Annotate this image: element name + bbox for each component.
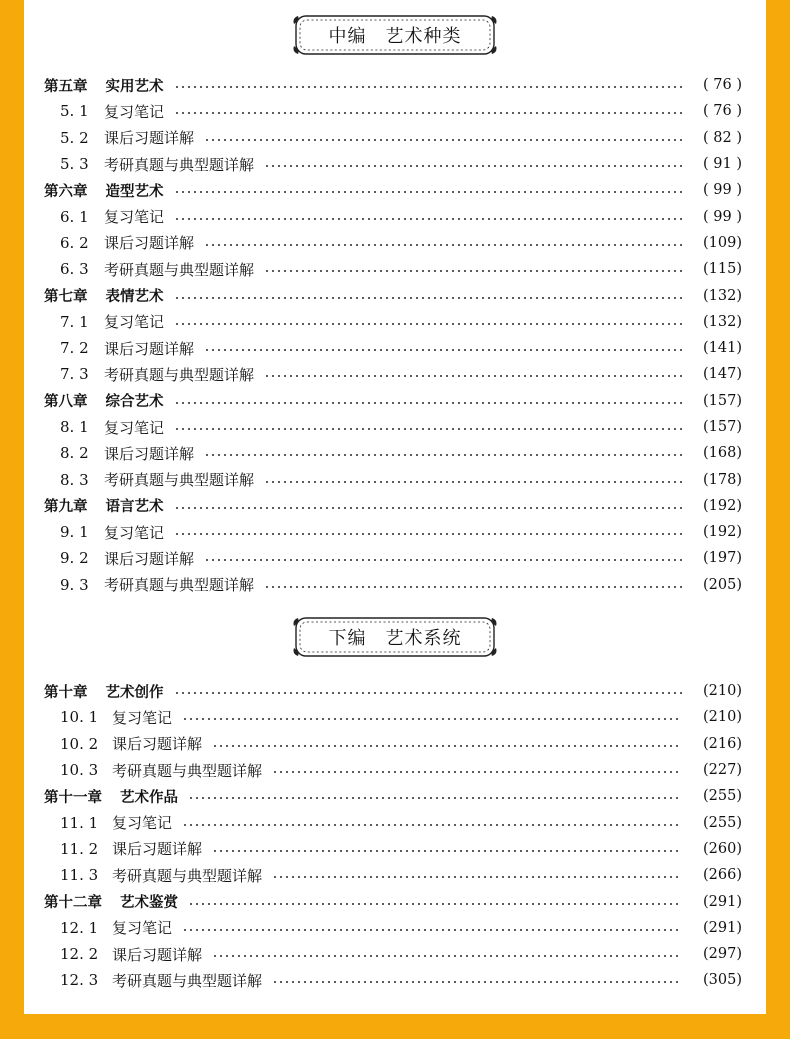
dot-leader	[174, 297, 683, 299]
toc-section-entry[interactable]	[44, 915, 742, 941]
section-number: 10. 1	[60, 708, 99, 727]
dot-leader	[174, 692, 683, 694]
toc-chapter-entry[interactable]	[44, 678, 742, 704]
page-number: (132)	[703, 287, 742, 304]
page-number: (210)	[703, 683, 742, 700]
toc-page	[24, 0, 766, 1014]
part-title: 下编 艺术系统	[328, 628, 462, 649]
toc-section-entry[interactable]	[44, 230, 742, 256]
page-number: (255)	[703, 788, 742, 805]
section-number: 5. 3	[60, 155, 89, 174]
toc-section-entry[interactable]	[44, 414, 742, 440]
toc-section-entry[interactable]	[44, 151, 742, 177]
section-number: 12. 1	[60, 918, 99, 937]
dot-leader	[174, 402, 683, 404]
dot-leader	[272, 981, 682, 983]
dot-leader	[204, 559, 682, 561]
part-banner-middle	[292, 12, 498, 58]
section-number: 12. 2	[60, 945, 99, 964]
page-number: (216)	[703, 735, 742, 752]
page-number: ( 76 )	[703, 77, 742, 94]
section-title: 复习笔记	[104, 313, 165, 332]
section-title: 考研真题与典型题详解	[112, 866, 263, 885]
chapter-title: 造型艺术	[105, 183, 164, 200]
section-number: 9. 1	[60, 523, 89, 542]
section-title: 考研真题与典型题详解	[104, 576, 255, 595]
toc-chapter-entry[interactable]	[44, 72, 742, 98]
section-number: 5. 2	[60, 128, 89, 147]
section-title: 课后习题详解	[104, 444, 195, 463]
section-title: 考研真题与典型题详解	[104, 365, 255, 384]
page-number: (157)	[703, 392, 742, 409]
section-title: 课后习题详解	[104, 234, 195, 253]
page-number: ( 99 )	[703, 208, 742, 225]
toc-section-entry[interactable]	[44, 98, 742, 124]
section-number: 7. 1	[60, 312, 89, 331]
section-number: 6. 2	[60, 233, 89, 252]
section-title: 课后习题详解	[104, 339, 195, 358]
section-number: 6. 1	[60, 207, 89, 226]
dot-leader	[174, 533, 682, 535]
toc-section-entry[interactable]	[44, 809, 742, 835]
section-number: 11. 2	[60, 839, 99, 858]
toc-section-entry[interactable]	[44, 203, 742, 229]
dot-leader	[182, 824, 682, 826]
toc-section-entry[interactable]	[44, 545, 742, 571]
toc-chapter-entry[interactable]	[44, 282, 742, 308]
page-number: ( 99 )	[703, 182, 742, 199]
toc-section-entry[interactable]	[44, 941, 742, 967]
section-number: 12. 3	[60, 971, 99, 990]
dot-leader	[264, 481, 682, 483]
page-number: (227)	[703, 762, 742, 779]
page-number: (291)	[703, 893, 742, 910]
section-title: 课后习题详解	[112, 735, 203, 754]
toc-section-entry[interactable]	[44, 704, 742, 730]
toc-chapter-entry[interactable]	[44, 888, 742, 914]
section-number: 8. 1	[60, 418, 89, 436]
toc-section-entry[interactable]	[44, 256, 742, 282]
part-title: 中编 艺术种类	[328, 26, 462, 47]
section-title: 课后习题详解	[104, 549, 195, 568]
toc-section-entry[interactable]	[44, 440, 742, 466]
chapter-number: 第十二章	[44, 895, 102, 912]
chapter-title: 语言艺术	[105, 499, 164, 516]
dot-leader	[174, 112, 682, 114]
section-number: 7. 2	[60, 339, 89, 358]
dot-leader	[174, 218, 682, 220]
dot-leader	[204, 349, 682, 351]
section-title: 复习笔记	[104, 523, 165, 542]
dot-leader	[264, 375, 682, 377]
section-number: 7. 3	[60, 365, 89, 384]
section-title: 考研真题与典型题详解	[112, 761, 263, 780]
page-number: (192)	[703, 524, 742, 541]
toc-section-entry[interactable]	[44, 309, 742, 335]
toc-section-entry[interactable]	[44, 125, 742, 151]
section-number: 6. 3	[60, 260, 89, 279]
dot-leader	[272, 771, 682, 773]
section-title: 复习笔记	[104, 418, 165, 437]
dot-leader	[174, 86, 683, 88]
dot-leader	[264, 586, 682, 588]
section-number: 9. 3	[60, 575, 89, 594]
section-title: 复习笔记	[112, 814, 173, 833]
page-number: (192)	[703, 497, 742, 514]
chapter-title: 艺术作品	[120, 789, 178, 806]
chapter-title: 表情艺术	[105, 289, 164, 306]
page-number: (178)	[703, 471, 742, 488]
dot-leader	[264, 270, 682, 272]
section-number: 8. 2	[60, 444, 89, 463]
dot-leader	[188, 797, 682, 799]
page-number: (115)	[703, 261, 742, 278]
dot-leader	[174, 507, 683, 509]
section-title: 复习笔记	[112, 919, 173, 938]
section-number: 8. 3	[60, 470, 89, 489]
page-number: (157)	[703, 419, 742, 435]
toc-section-entry[interactable]	[44, 335, 742, 361]
dot-leader	[174, 323, 682, 325]
page-number: (210)	[703, 709, 742, 726]
dot-leader	[204, 244, 682, 246]
dot-leader	[174, 428, 682, 430]
dot-leader	[264, 165, 682, 167]
chapter-number: 第八章	[44, 394, 88, 411]
page-number: (197)	[703, 550, 742, 567]
dot-leader	[272, 876, 682, 878]
toc-section-entry[interactable]	[44, 572, 742, 598]
toc-chapter-entry[interactable]	[44, 493, 742, 519]
section-title: 课后习题详解	[104, 129, 195, 148]
page-number: (141)	[703, 340, 742, 357]
page-number: ( 91 )	[703, 156, 742, 173]
page-number: ( 82 )	[703, 129, 742, 146]
page-number: (260)	[703, 840, 742, 857]
toc-section-entry[interactable]	[44, 967, 742, 993]
section-title: 复习笔记	[104, 208, 165, 227]
section-title: 考研真题与典型题详解	[104, 155, 255, 174]
toc-chapter-entry[interactable]	[44, 177, 742, 203]
page-number: (205)	[703, 576, 742, 593]
section-title: 考研真题与典型题详解	[104, 471, 255, 490]
chapter-number: 第六章	[44, 183, 88, 200]
toc-section-entry[interactable]	[44, 862, 742, 888]
section-number: 10. 2	[60, 734, 99, 753]
section-number: 9. 2	[60, 549, 89, 568]
chapter-title: 实用艺术	[105, 78, 164, 95]
toc-chapter-entry[interactable]	[44, 783, 742, 809]
section-title: 考研真题与典型题详解	[104, 260, 255, 279]
toc-list-middle	[44, 72, 742, 598]
chapter-number: 第五章	[44, 78, 88, 95]
part-banner-lower	[292, 614, 498, 660]
toc-section-entry[interactable]	[44, 757, 742, 783]
section-title: 课后习题详解	[112, 840, 203, 859]
toc-section-entry[interactable]	[44, 466, 742, 492]
section-number: 11. 3	[60, 866, 99, 885]
chapter-title: 艺术创作	[105, 684, 164, 701]
dot-leader	[182, 718, 682, 720]
page-number: (266)	[703, 867, 742, 884]
dot-leader	[212, 850, 682, 852]
dot-leader	[212, 955, 682, 957]
toc-section-entry[interactable]	[44, 836, 742, 862]
chapter-number: 第十一章	[44, 789, 102, 806]
section-number: 11. 1	[60, 813, 99, 832]
toc-list-lower	[44, 678, 742, 994]
section-title: 课后习题详解	[112, 945, 203, 964]
dot-leader	[204, 139, 682, 141]
section-title: 复习笔记	[104, 102, 165, 121]
dot-leader	[204, 454, 682, 456]
chapter-number: 第七章	[44, 289, 88, 306]
toc-section-entry[interactable]	[44, 361, 742, 387]
dot-leader	[174, 191, 683, 193]
toc-chapter-entry[interactable]	[44, 388, 742, 414]
page-number: (255)	[703, 814, 742, 831]
page-number: (132)	[703, 313, 742, 330]
section-title: 考研真题与典型题详解	[112, 971, 263, 990]
chapter-number: 第十章	[44, 684, 88, 701]
page-number: (168)	[703, 445, 742, 462]
section-number: 10. 3	[60, 761, 99, 780]
page-number: ( 76 )	[703, 103, 742, 120]
page-number: (297)	[703, 946, 742, 963]
page-number: (291)	[703, 919, 742, 936]
dot-leader	[212, 745, 682, 747]
dot-leader	[182, 929, 682, 931]
section-number: 5. 1	[60, 102, 89, 121]
page-number: (109)	[703, 234, 742, 251]
page-number: (147)	[703, 366, 742, 383]
dot-leader	[188, 903, 682, 905]
page-number: (305)	[703, 972, 742, 989]
section-title: 复习笔记	[112, 708, 173, 727]
toc-section-entry[interactable]	[44, 731, 742, 757]
chapter-number: 第九章	[44, 499, 88, 516]
chapter-title: 综合艺术	[105, 394, 164, 411]
chapter-title: 艺术鉴赏	[120, 895, 178, 912]
toc-section-entry[interactable]	[44, 519, 742, 545]
